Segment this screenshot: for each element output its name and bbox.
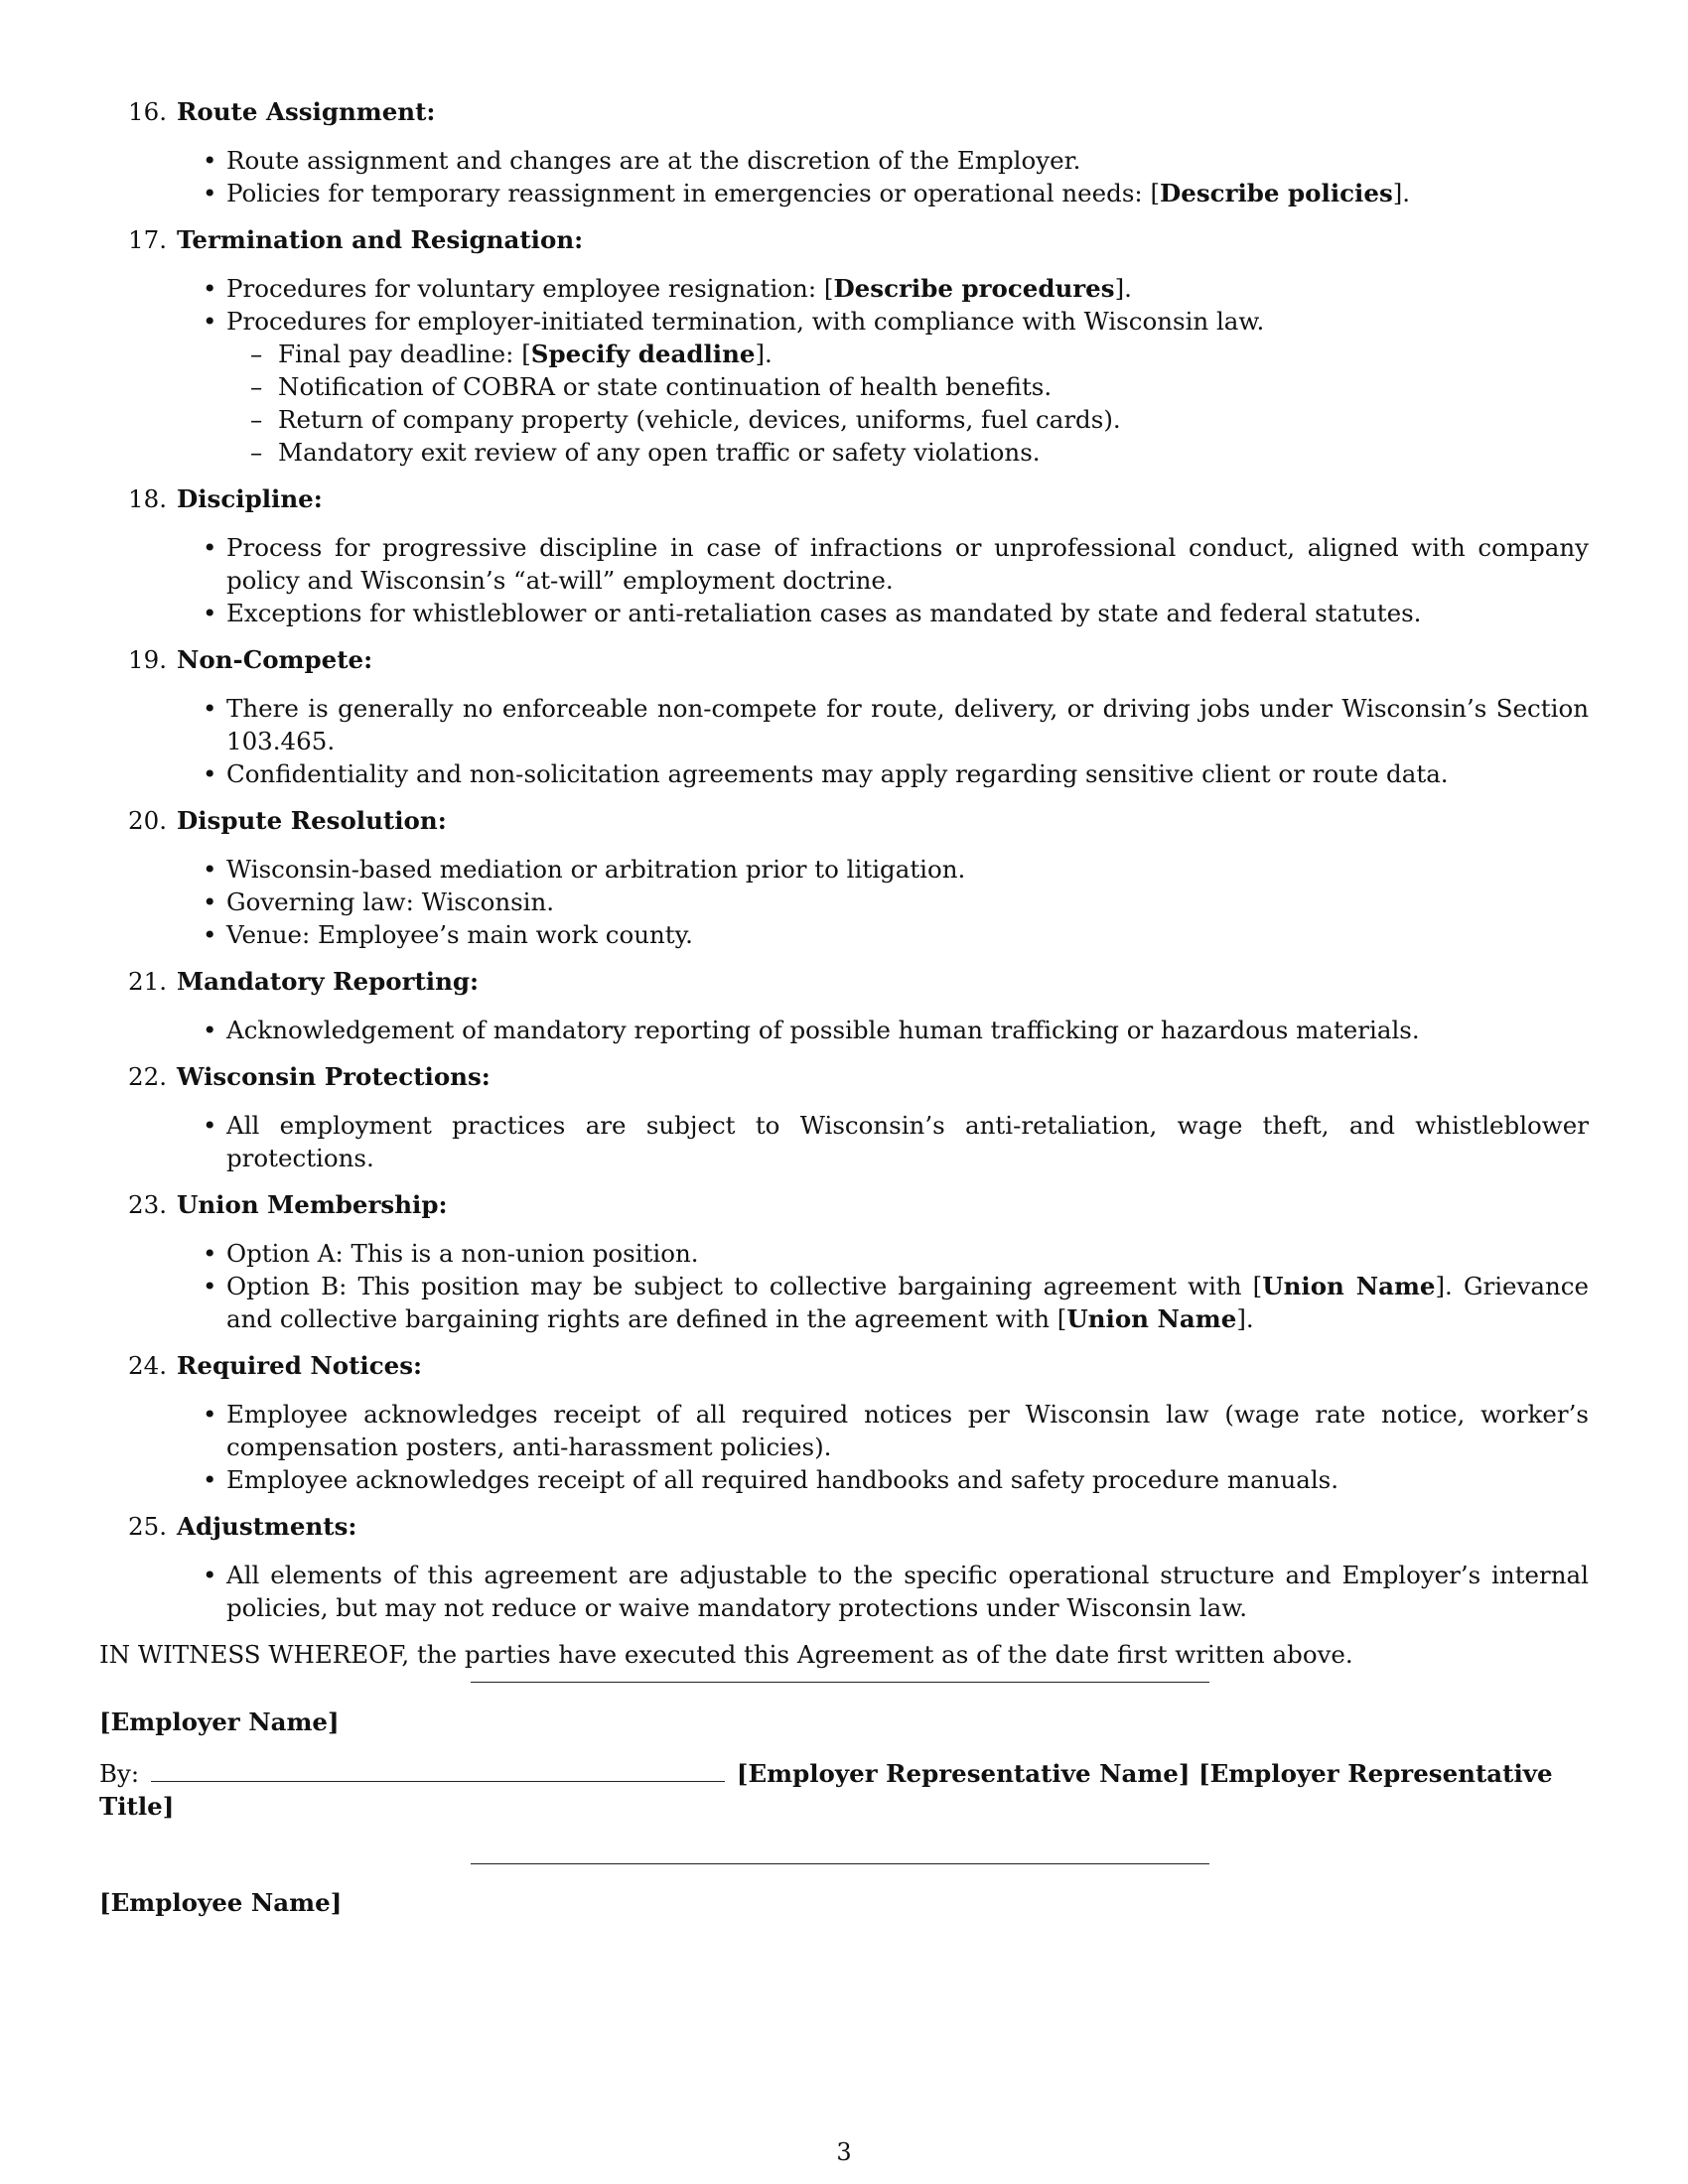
section-number: 23. <box>128 1190 167 1219</box>
item-text: Procedures for voluntary employee resignation: [ <box>226 274 834 303</box>
section-number: 20. <box>128 806 167 835</box>
list-item <box>226 1237 1589 1270</box>
list-item <box>226 1398 1589 1463</box>
item-text: Process for progressive discipline in case of infractions or unprofessional conduct, aligned with company policy and Wisconsin’s “at-will” employment doctrine. <box>226 533 1589 595</box>
sub-list-item <box>278 370 1589 403</box>
section-heading <box>99 1349 1589 1382</box>
list-item <box>226 177 1589 209</box>
list-item <box>226 886 1589 918</box>
section-number: 24. <box>128 1351 167 1380</box>
item-text: Option A: This is a non-union position. <box>226 1239 699 1268</box>
section-heading <box>99 804 1589 837</box>
item-text: Return of company property (vehicle, devices, uniforms, fuel cards). <box>278 405 1121 434</box>
section <box>99 95 1589 209</box>
employer-signature-row <box>99 1755 1589 1823</box>
placeholder-text: Union Name <box>1262 1272 1436 1300</box>
item-text: ]. Grievance and collective bargaining rights are defined in the agreement with [ <box>226 1272 1590 1333</box>
section-heading <box>99 643 1589 676</box>
item-text: Acknowledgement of mandatory reporting of possible human trafficking or hazardous materials. <box>226 1016 1420 1044</box>
item-text: Employee acknowledges receipt of all required handbooks and safety procedure manuals. <box>226 1465 1339 1494</box>
item-text: Confidentiality and non-solicitation agreements may apply regarding sensitive client or route data. <box>226 759 1449 788</box>
employer-name: [Employer Name] <box>99 1707 340 1736</box>
item-text: ]. <box>755 340 773 368</box>
section <box>99 1510 1589 1624</box>
item-text: Employee acknowledges receipt of all required notices per Wisconsin law (wage rate notice, worker’s compensation posters, anti-harassment policies). <box>226 1400 1589 1461</box>
representative-name-title: [Employer Representative Name] [Employer Representative Title] <box>99 1759 1553 1821</box>
item-text: Venue: Employee’s main work county. <box>226 920 693 949</box>
bullet-list <box>99 692 1589 790</box>
section-title: Mandatory Reporting: <box>177 967 480 996</box>
item-text: Option B: This position may be subject to collective bargaining agreement with [ <box>226 1272 1263 1300</box>
section-heading <box>99 1188 1589 1221</box>
list-item <box>226 1014 1589 1046</box>
section <box>99 643 1589 790</box>
list-item <box>226 918 1589 951</box>
by-label: By: <box>99 1759 140 1788</box>
list-item <box>226 853 1589 886</box>
section-title: Wisconsin Protections: <box>177 1062 491 1091</box>
employee-name: [Employee Name] <box>99 1888 343 1917</box>
sub-list-item <box>278 338 1589 370</box>
witness-clause: IN WITNESS WHEREOF, the parties have executed this Agreement as of the date first written above. <box>99 1640 1353 1669</box>
section-title: Adjustments: <box>177 1512 357 1541</box>
list-item <box>226 1463 1589 1496</box>
list-item <box>226 1559 1589 1624</box>
list-item <box>226 272 1589 305</box>
list-item <box>226 1270 1589 1335</box>
section-title: Required Notices: <box>177 1351 423 1380</box>
item-text: Policies for temporary reassignment in emergencies or operational needs: [ <box>226 179 1161 207</box>
by-signature-line[interactable] <box>151 1755 725 1782</box>
section <box>99 1188 1589 1335</box>
section-heading <box>99 95 1589 128</box>
section-number: 25. <box>128 1512 167 1541</box>
item-text: All elements of this agreement are adjustable to the specific operational structure and Employer’s internal policies, but may not reduce or waive mandatory protections under Wisconsin law. <box>226 1561 1589 1622</box>
section-number: 21. <box>128 967 167 996</box>
placeholder-text: Describe procedures <box>833 274 1115 303</box>
item-text: Mandatory exit review of any open traffic or safety violations. <box>278 438 1041 467</box>
section-title: Union Membership: <box>177 1190 448 1219</box>
list-item <box>226 531 1589 597</box>
item-text: Route assignment and changes are at the discretion of the Employer. <box>226 146 1081 175</box>
section-number: 17. <box>128 225 167 254</box>
document-body <box>99 95 1589 1671</box>
bullet-list <box>99 1237 1589 1335</box>
section-title: Dispute Resolution: <box>177 806 447 835</box>
placeholder-text: Specify deadline <box>530 340 756 368</box>
signature-line-top[interactable] <box>471 1682 1209 1683</box>
section-heading <box>99 965 1589 998</box>
placeholder-text: Union Name <box>1066 1304 1237 1333</box>
sub-list <box>226 338 1589 469</box>
section-number: 19. <box>128 645 167 674</box>
section <box>99 1349 1589 1496</box>
bullet-list <box>99 853 1589 951</box>
section-number: 16. <box>128 97 167 126</box>
section-number: 22. <box>128 1062 167 1091</box>
bullet-list <box>99 1109 1589 1174</box>
section-title: Termination and Resignation: <box>177 225 584 254</box>
list-item <box>226 597 1589 629</box>
section-number: 18. <box>128 484 167 513</box>
section <box>99 482 1589 629</box>
section-title: Non-Compete: <box>177 645 373 674</box>
item-text: Wisconsin-based mediation or arbitration prior to litigation. <box>226 855 966 884</box>
item-text: Procedures for employer-initiated termination, with compliance with Wisconsin law. <box>226 307 1265 336</box>
section <box>99 804 1589 951</box>
section-title: Route Assignment: <box>177 97 436 126</box>
list-item <box>226 1109 1589 1174</box>
sub-list-item <box>278 436 1589 469</box>
page-number: 3 <box>836 2138 852 2166</box>
sub-list-item <box>278 403 1589 436</box>
section-heading <box>99 223 1589 256</box>
list-item <box>226 692 1589 757</box>
bullet-list <box>99 531 1589 629</box>
section <box>99 965 1589 1046</box>
item-text: Final pay deadline: [ <box>278 340 531 368</box>
section <box>99 1060 1589 1174</box>
item-text: All employment practices are subject to Wisconsin’s anti-retaliation, wage theft, and whistleblower protections. <box>226 1111 1589 1172</box>
bullet-list <box>99 1559 1589 1624</box>
bullet-list <box>99 272 1589 469</box>
section-heading <box>99 1510 1589 1543</box>
list-item <box>226 144 1589 177</box>
placeholder-text: Describe policies <box>1160 179 1393 207</box>
item-text: Notification of COBRA or state continuation of health benefits. <box>278 372 1053 401</box>
section-list <box>99 95 1589 1624</box>
signature-line-bottom[interactable] <box>471 1863 1209 1864</box>
bullet-list <box>99 1398 1589 1496</box>
item-text: ]. <box>1236 1304 1254 1333</box>
item-text: Exceptions for whistleblower or anti-retaliation cases as mandated by state and federal statutes. <box>226 599 1422 627</box>
item-text: ]. <box>1114 274 1132 303</box>
list-item <box>226 757 1589 790</box>
bullet-list <box>99 1014 1589 1046</box>
item-text: ]. <box>1392 179 1411 207</box>
item-text: Governing law: Wisconsin. <box>226 887 555 916</box>
section-title: Discipline: <box>177 484 323 513</box>
bullet-list <box>99 144 1589 209</box>
section-heading <box>99 1060 1589 1093</box>
list-item <box>226 305 1589 469</box>
section <box>99 223 1589 469</box>
section-heading <box>99 482 1589 515</box>
item-text: There is generally no enforceable non-compete for route, delivery, or driving jobs under Wisconsin’s Section 103.465. <box>226 694 1589 755</box>
